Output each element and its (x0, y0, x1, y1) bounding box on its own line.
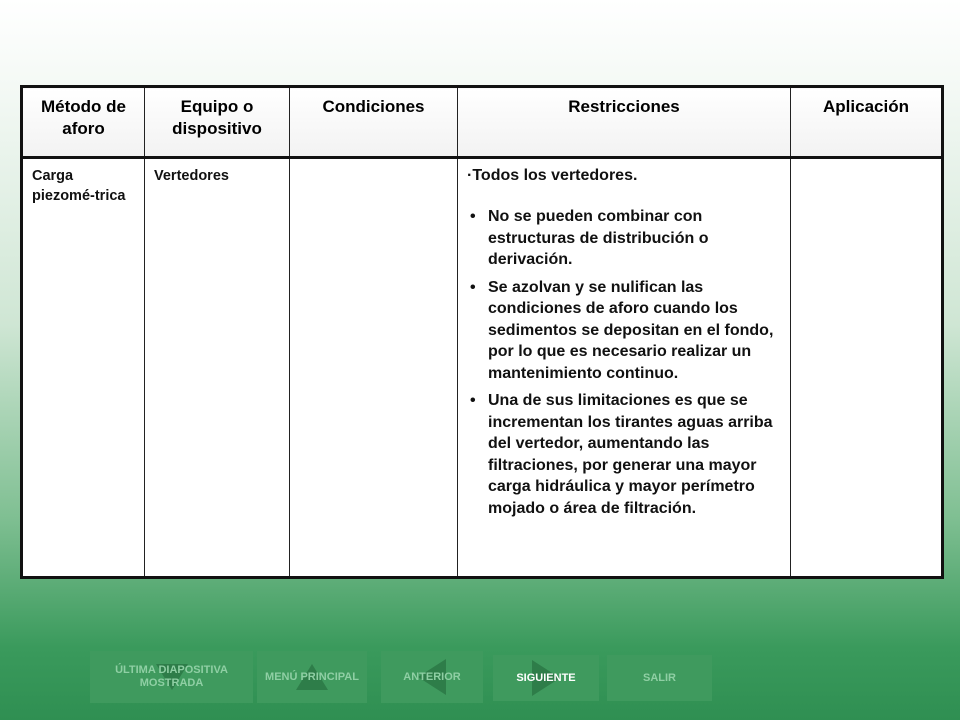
siguiente-button[interactable] (493, 655, 599, 701)
header-condiciones: Condiciones (290, 87, 458, 158)
table-header-row (22, 87, 943, 158)
cell-aplicacion (791, 158, 943, 578)
ultima-diapositiva-label: ÚLTIMA DIAPOSITIVA MOSTRADA (115, 664, 228, 689)
salir-button[interactable] (607, 655, 712, 701)
menu-principal-label: MENÚ PRINCIPAL (265, 670, 359, 683)
list-item: • No se pueden combinar con estructuras de distribución o derivación. (467, 206, 781, 271)
header-aplicacion: Aplicación (791, 87, 943, 158)
header-restricciones: Restricciones (458, 87, 791, 158)
list-item: • Una de sus limitaciones es que se incrementan los tirantes aguas arriba del vertedor, aumentando las filtraciones, por generar una mayor carga hidráulica y mayor perímetro mojado o área de filtración. (467, 390, 781, 519)
menu-principal-button[interactable] (257, 651, 367, 703)
cell-metodo: Carga piezomé-trica (22, 158, 145, 578)
restricciones-list (467, 206, 781, 519)
cell-restricciones (458, 158, 791, 578)
ultima-diapositiva-button[interactable] (90, 651, 253, 703)
restricciones-intro: ·Todos los vertedores. (467, 167, 638, 184)
siguiente-label: SIGUIENTE (516, 671, 576, 684)
cell-condiciones (290, 158, 458, 578)
anterior-button[interactable] (381, 651, 483, 703)
list-item: • Se azolvan y se nulifican las condiciones de aforo cuando los sedimentos se depositan en el fondo, por lo que es necesario realizar un mantenimiento continuo. (467, 277, 781, 385)
navigation-bar (90, 651, 726, 703)
salir-label: SALIR (643, 671, 676, 684)
header-equipo: Equipo o dispositivo (145, 87, 290, 158)
anterior-label: ANTERIOR (403, 670, 461, 683)
cell-equipo: Vertedores (145, 158, 290, 578)
table-row (22, 158, 943, 578)
header-metodo: Método de aforo (22, 87, 145, 158)
aforo-table (20, 85, 944, 579)
